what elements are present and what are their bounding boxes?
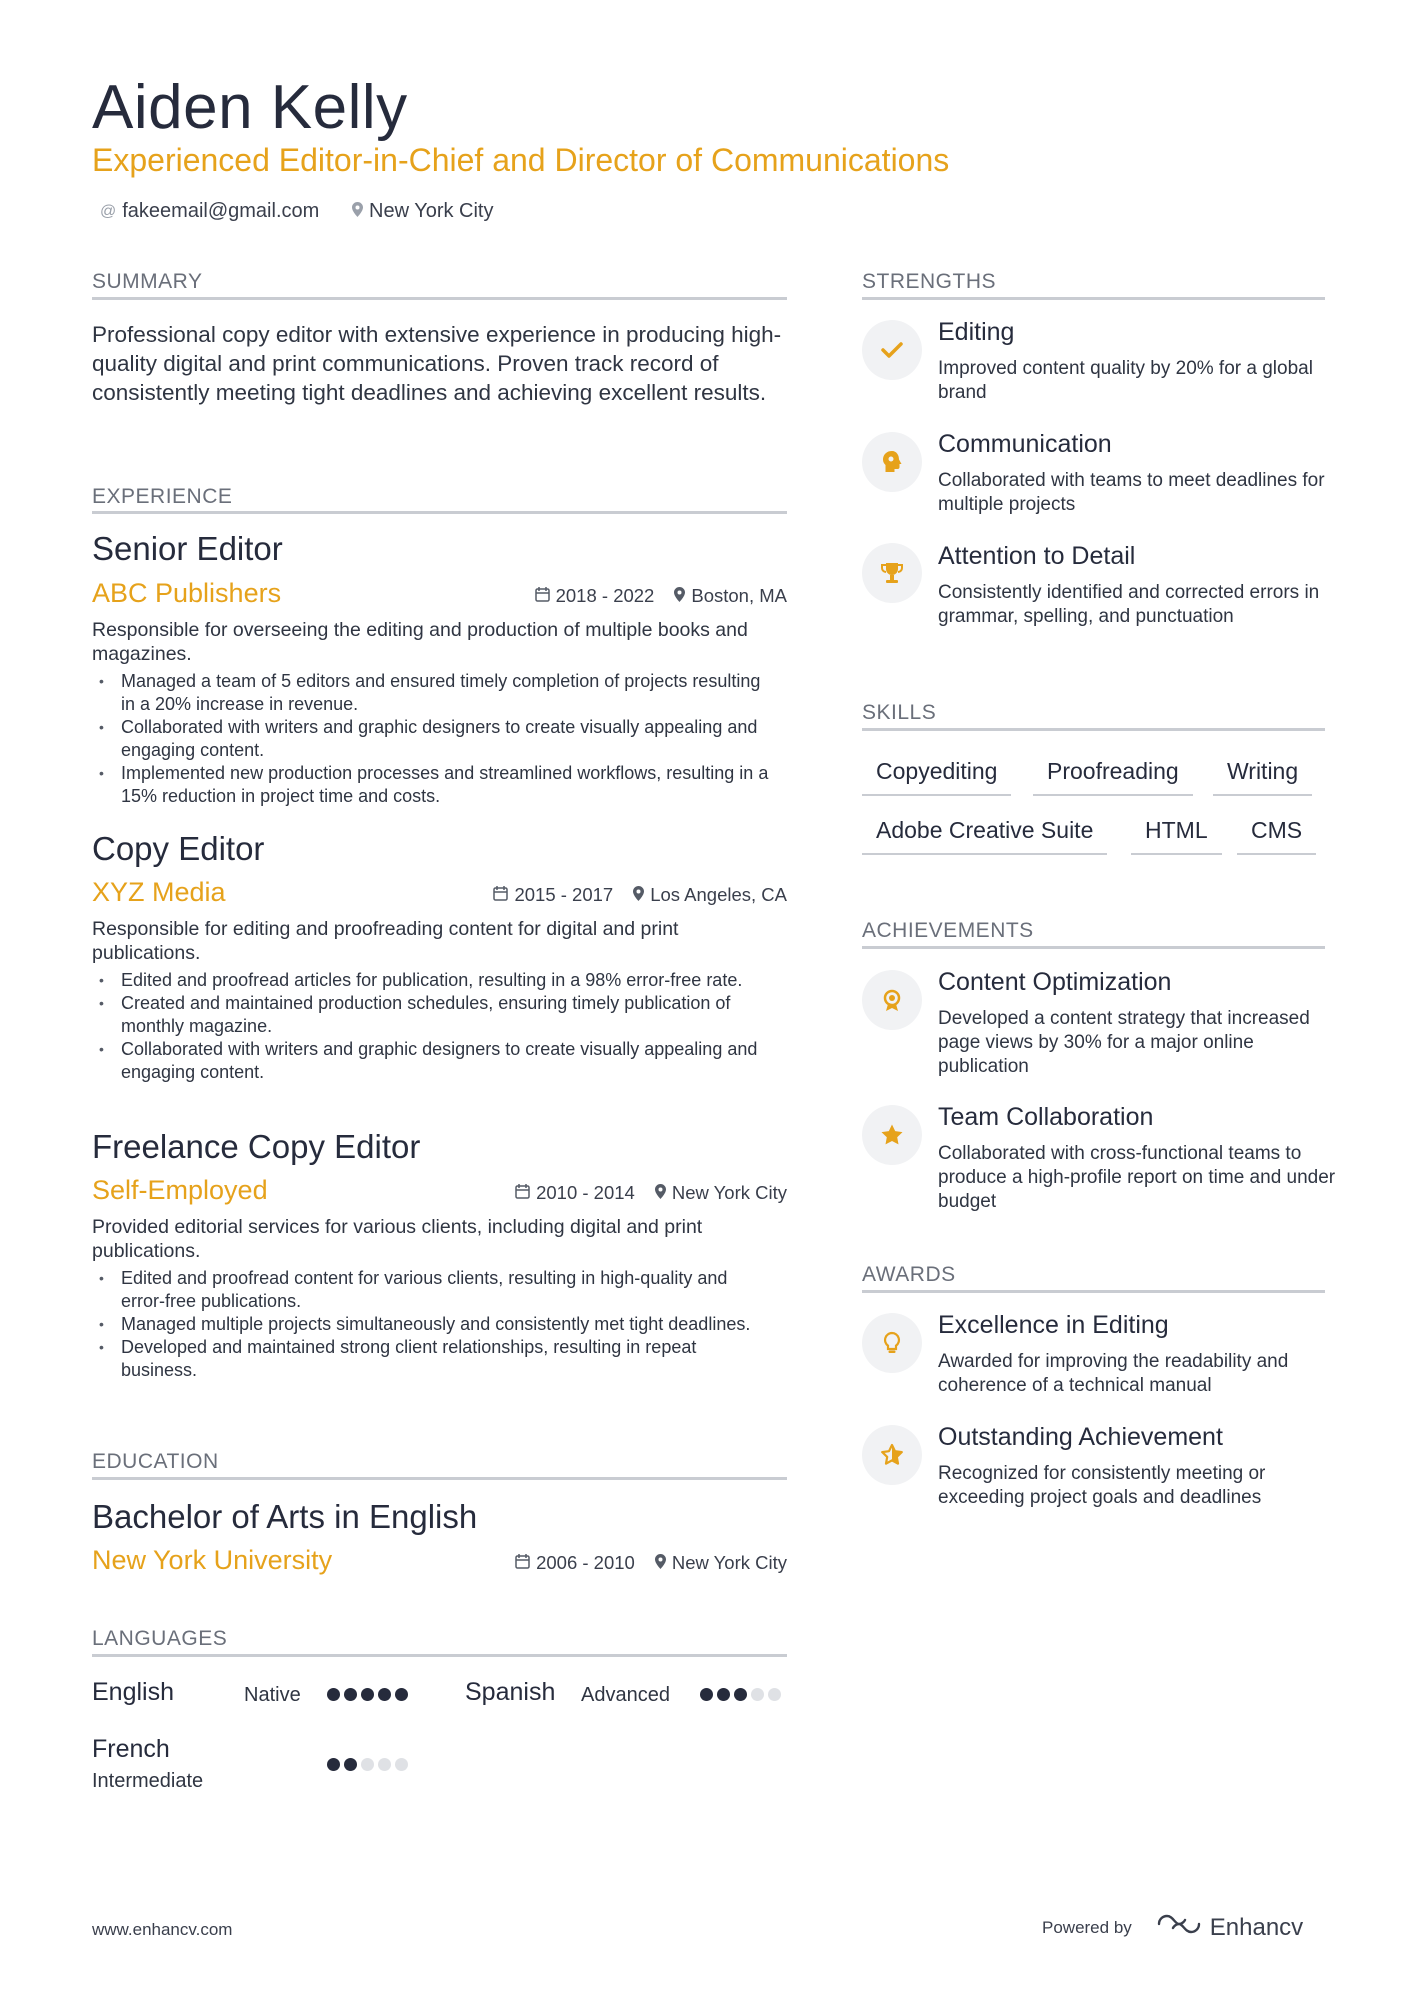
- language-rating: [327, 1758, 408, 1771]
- lightbulb-icon: [862, 1313, 922, 1373]
- location-text: New York City: [369, 200, 494, 222]
- job-entry: [92, 530, 283, 568]
- award-desc: Recognized for consistently meeting or exceeding project goals and deadlines: [938, 1463, 1266, 1508]
- job-title: Senior Editor: [92, 530, 283, 567]
- job-bullets: [92, 969, 772, 1084]
- job-bullets: [92, 670, 772, 808]
- footer-powered: [1042, 1912, 1303, 1943]
- strength-title: Editing: [938, 318, 1015, 346]
- job-location: Los Angeles, CA: [650, 884, 787, 905]
- strength-title: Communication: [938, 430, 1112, 458]
- achievement-desc: Collaborated with cross-functional teams to produce a high-profile report on time and under budget: [938, 1143, 1336, 1212]
- job-meta: [400, 585, 787, 607]
- rating-dot-filled: [700, 1688, 713, 1701]
- skill-tag: HTML: [1131, 817, 1222, 855]
- strengths-heading: STRENGTHS: [862, 270, 997, 293]
- skills-heading: SKILLS: [862, 701, 937, 724]
- job-description: Provided editorial services for various clients, including digital and print publications.: [92, 1216, 703, 1262]
- language-name: Spanish: [465, 1678, 556, 1706]
- education-location: New York City: [671, 1552, 787, 1573]
- education-meta: [400, 1552, 787, 1574]
- job-company: XYZ Media: [92, 877, 226, 907]
- awards-heading: AWARDS: [862, 1263, 956, 1286]
- list-item: • Managed multiple projects simultaneously and consistently met tight deadlines.: [92, 1313, 772, 1336]
- degree-title: Bachelor of Arts in English: [92, 1498, 478, 1535]
- award-desc: Awarded for improving the readability and coherence of a technical manual: [938, 1351, 1289, 1396]
- language-name: English: [92, 1678, 174, 1706]
- enhancv-logo-icon: [1156, 1912, 1202, 1943]
- achievement-title: Content Optimization: [938, 968, 1172, 996]
- list-item: • Developed and maintained strong client relationships, resulting in repeat business.: [92, 1336, 772, 1382]
- rating-dot-empty: [361, 1758, 374, 1771]
- star-outline-icon: [862, 1425, 922, 1485]
- candidate-name: Aiden Kelly: [92, 73, 408, 142]
- list-item: • Created and maintained production schedules, ensuring timely publication of monthly magazine.: [92, 992, 772, 1038]
- achievement-title: Team Collaboration: [938, 1103, 1154, 1131]
- head-icon: [862, 432, 922, 492]
- rating-dot-filled: [344, 1688, 357, 1701]
- education-rule: [92, 1477, 787, 1480]
- skill-tag: Writing: [1213, 758, 1312, 796]
- list-item: • Collaborated with writers and graphic designers to create visually appealing and engaging content.: [92, 716, 772, 762]
- job-dates: 2018 - 2022: [555, 585, 655, 606]
- strength-desc: Improved content quality by 20% for a global brand: [938, 358, 1313, 403]
- medal-icon: [862, 970, 922, 1030]
- languages-rule: [92, 1654, 787, 1657]
- rating-dot-filled: [395, 1688, 408, 1701]
- awards-rule: [862, 1290, 1325, 1293]
- rating-dot-empty: [395, 1758, 408, 1771]
- list-item: • Edited and proofread content for various clients, resulting in high-quality and error-free publications.: [92, 1267, 772, 1313]
- rating-dot-filled: [734, 1688, 747, 1701]
- language-name: French: [92, 1735, 170, 1763]
- strength-desc: Consistently identified and corrected errors in grammar, spelling, and punctuation: [938, 582, 1320, 627]
- list-item: • Collaborated with writers and graphic designers to create visually appealing and engaging content.: [92, 1038, 772, 1084]
- job-location: Boston, MA: [691, 585, 787, 606]
- school-name: New York University: [92, 1545, 333, 1575]
- job-location: New York City: [671, 1182, 787, 1203]
- language-level: Intermediate: [92, 1770, 204, 1792]
- candidate-title: Experienced Editor-in-Chief and Director of Communications: [92, 142, 950, 178]
- contact-location: [352, 200, 494, 223]
- list-item: • Edited and proofread articles for publication, resulting in a 98% error-free rate.: [92, 969, 772, 992]
- star-icon: [862, 1105, 922, 1165]
- summary-heading: SUMMARY: [92, 270, 203, 293]
- strength-title: Attention to Detail: [938, 542, 1136, 570]
- trophy-icon: [862, 543, 922, 603]
- rating-dot-filled: [344, 1758, 357, 1771]
- skills-rule: [862, 728, 1325, 731]
- strength-desc: Collaborated with teams to meet deadlines for multiple projects: [938, 470, 1325, 515]
- rating-dot-filled: [327, 1758, 340, 1771]
- checkmark-icon: [862, 320, 922, 380]
- location-pin-icon: [674, 587, 685, 606]
- list-item: • Implemented new production processes and streamlined workflows, resulting in a 15% reduction in project time and costs.: [92, 762, 772, 808]
- language-level: Native: [244, 1684, 301, 1706]
- language-rating: [327, 1688, 408, 1701]
- location-pin-icon: [352, 202, 363, 222]
- brand-name: Enhancv: [1209, 1913, 1304, 1941]
- rating-dot-filled: [327, 1688, 340, 1701]
- strengths-rule: [862, 297, 1325, 300]
- education-heading: EDUCATION: [92, 1450, 219, 1473]
- achievements-rule: [862, 946, 1325, 949]
- job-company: ABC Publishers: [92, 578, 282, 608]
- job-description: Responsible for editing and proofreading content for digital and print publications.: [92, 918, 679, 964]
- rating-dot-filled: [378, 1688, 391, 1701]
- list-item: • Managed a team of 5 editors and ensured timely completion of projects resulting in a 20% increase in revenue.: [92, 670, 772, 716]
- award-title: Excellence in Editing: [938, 1311, 1169, 1339]
- contact-email: [100, 200, 319, 223]
- award-title: Outstanding Achievement: [938, 1423, 1223, 1451]
- footer-website[interactable]: www.enhancv.com: [92, 1920, 233, 1939]
- job-bullets: [92, 1267, 772, 1382]
- calendar-icon: [515, 1184, 530, 1203]
- skill-tag: CMS: [1237, 817, 1316, 855]
- skill-tag: Adobe Creative Suite: [862, 817, 1107, 855]
- job-company: Self-Employed: [92, 1175, 268, 1205]
- skill-tag: Copyediting: [862, 758, 1011, 796]
- calendar-icon: [535, 587, 550, 606]
- rating-dot-filled: [361, 1688, 374, 1701]
- achievement-desc: Developed a content strategy that increased page views by 30% for a major online publication: [938, 1008, 1310, 1077]
- experience-rule: [92, 511, 787, 514]
- job-description: Responsible for overseeing the editing and production of multiple books and magazines.: [92, 619, 748, 665]
- language-level: Advanced: [581, 1684, 670, 1706]
- job-title: Freelance Copy Editor: [92, 1128, 421, 1165]
- job-title: Copy Editor: [92, 830, 265, 867]
- rating-dot-empty: [378, 1758, 391, 1771]
- calendar-icon: [493, 886, 508, 905]
- rating-dot-empty: [751, 1688, 764, 1701]
- brand-logo[interactable]: [1156, 1912, 1303, 1943]
- job-dates: 2010 - 2014: [536, 1182, 635, 1203]
- powered-by-text: Powered by: [1042, 1917, 1132, 1937]
- job-meta: [400, 1182, 787, 1204]
- rating-dot-empty: [768, 1688, 781, 1701]
- skill-tag: Proofreading: [1033, 758, 1193, 796]
- rating-dot-filled: [717, 1688, 730, 1701]
- job-dates: 2015 - 2017: [514, 884, 614, 905]
- calendar-icon: [515, 1554, 530, 1573]
- summary-text: Professional copy editor with extensive experience in producing high-quality digital and print communications. Proven track record of consistently meeting tight deadlines and achieving excellent results.: [92, 322, 782, 405]
- languages-heading: LANGUAGES: [92, 1627, 228, 1650]
- summary-rule: [92, 297, 787, 300]
- email-text: fakeemail@gmail.com: [122, 200, 320, 222]
- language-rating: [700, 1688, 781, 1701]
- achievements-heading: ACHIEVEMENTS: [862, 919, 1034, 942]
- education-dates: 2006 - 2010: [536, 1552, 635, 1573]
- job-meta: [400, 884, 787, 906]
- location-pin-icon: [633, 886, 644, 905]
- location-pin-icon: [655, 1554, 666, 1573]
- location-pin-icon: [655, 1184, 666, 1203]
- at-icon: @: [100, 202, 117, 220]
- experience-heading: EXPERIENCE: [92, 485, 233, 508]
